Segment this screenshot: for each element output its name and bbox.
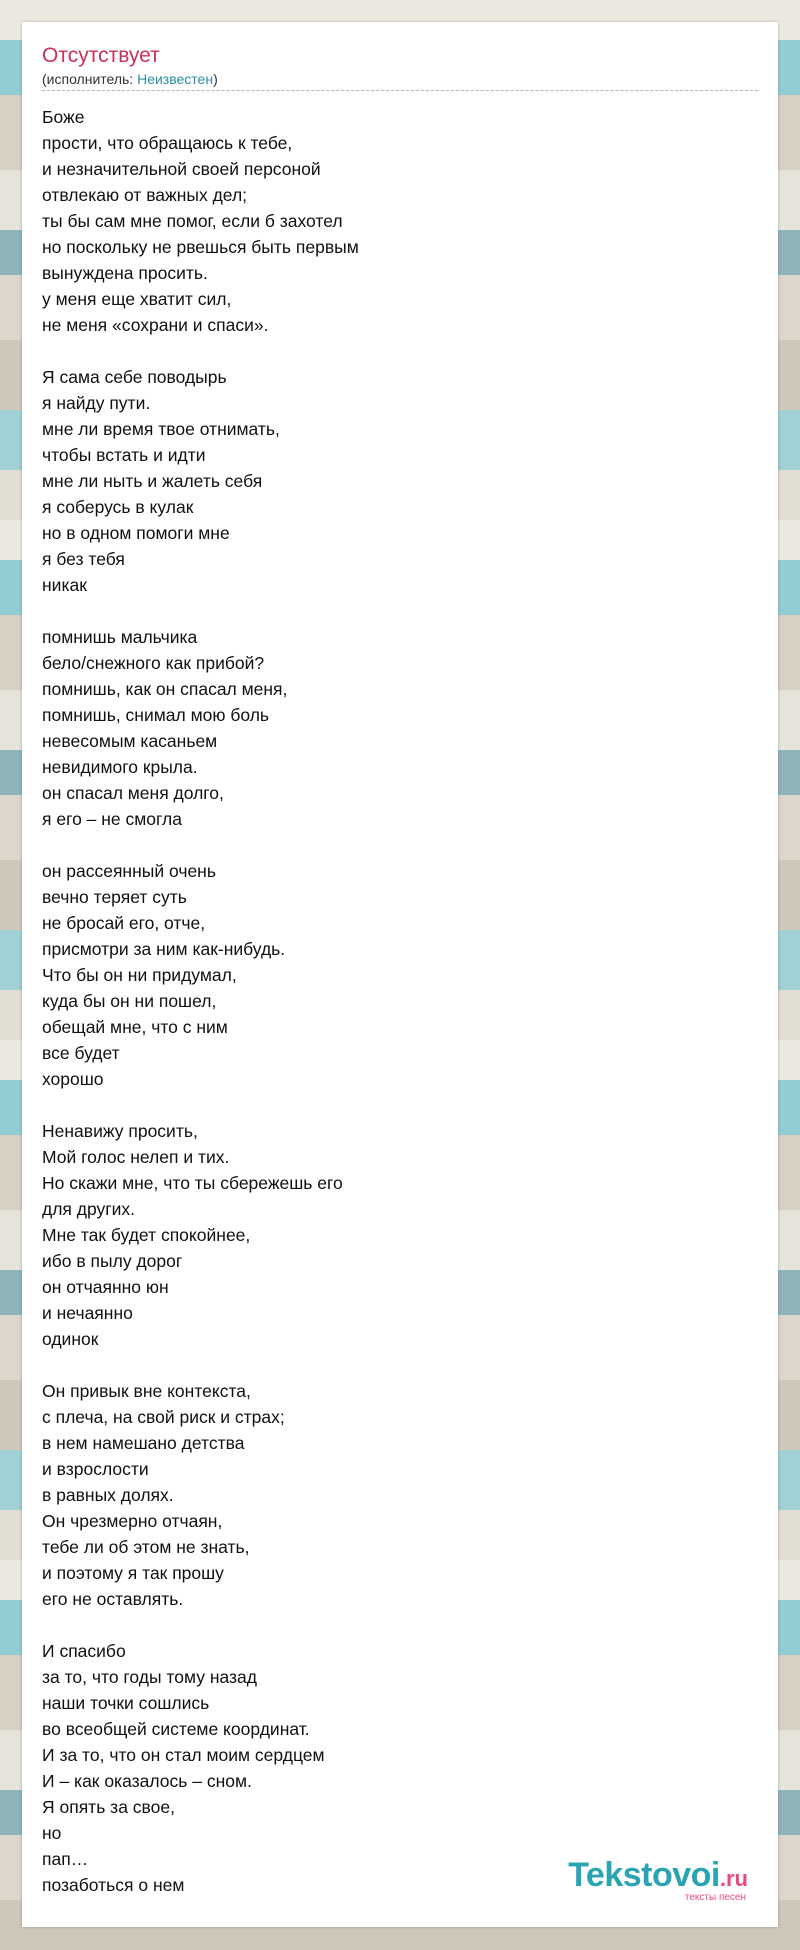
lyric-line: присмотри за ним как-нибудь. [42,939,286,959]
lyric-line: чтобы встать и идти [42,445,206,465]
lyric-line: и взрослости [42,1459,149,1479]
song-title: Отсутствует [42,44,160,67]
lyric-line: Я сама себе поводырь [42,367,227,387]
lyric-line: его не оставлять. [42,1589,184,1609]
lyric-line: невесомым касаньем [42,731,218,751]
song-header [42,42,758,91]
lyric-line: для других. [42,1199,136,1219]
lyric-line: невидимого крыла. [42,757,198,777]
lyric-line: никак [42,575,87,595]
lyric-line: не бросай его, отче, [42,913,206,933]
lyric-line: и нечаянно [42,1303,133,1323]
logo-wordmark: Tekstovoi [568,1856,720,1894]
lyric-line [42,338,742,364]
lyric-line: я соберусь в кулак [42,497,194,517]
lyric-line: Мне так будет спокойнее, [42,1225,251,1245]
lyric-line: тебе ли об этом не знать, [42,1537,250,1557]
lyric-line: у меня еще хватит сил, [42,289,232,309]
lyric-line: Я опять за свое, [42,1797,175,1817]
lyric-line: наши точки сошлись [42,1693,210,1713]
lyric-line: куда бы он ни пошел, [42,991,217,1011]
lyric-line: Мой голос нелеп и тих. [42,1147,230,1167]
lyric-line [42,598,742,624]
lyric-line: Что бы он ни придумал, [42,965,237,985]
lyrics-page [22,22,778,1927]
lyric-line [42,1092,742,1118]
lyric-line: и незначительной своей персоной [42,159,321,179]
site-logo[interactable] [568,1858,748,1903]
lyric-line: обещай мне, что с ним [42,1017,228,1037]
lyric-line: но в одном помоги мне [42,523,230,543]
lyric-line: вынуждена просить. [42,263,208,283]
lyric-line: Но скажи мне, что ты сбережешь его [42,1173,343,1193]
lyric-line: все будет [42,1043,120,1063]
artist-line [42,70,758,88]
lyric-line: мне ли время твое отнимать, [42,419,280,439]
lyric-line: позаботься о нем [42,1875,185,1895]
logo-domain: .ru [719,1866,748,1891]
lyric-line: он рассеянный очень [42,861,216,881]
lyrics-text [42,104,742,1898]
lyric-line: мне ли ныть и жалеть себя [42,471,263,491]
lyric-line [42,1352,742,1378]
lyric-line: хорошо [42,1069,104,1089]
lyric-line: с плеча, на свой риск и страх; [42,1407,285,1427]
lyric-line: но [42,1823,62,1843]
lyric-line: пап… [42,1849,89,1869]
lyric-line: за то, что годы тому назад [42,1667,257,1687]
lyric-line: ибо в пылу дорог [42,1251,183,1271]
lyric-line: не меня «сохрани и спаси». [42,315,269,335]
lyric-line: но поскольку не рвешься быть первым [42,237,359,257]
lyric-line [42,1612,742,1638]
lyric-line: я без тебя [42,549,125,569]
lyric-line: ты бы сам мне помог, если б захотел [42,211,343,231]
lyric-line: он спасал меня долго, [42,783,224,803]
lyric-line: прости, что обращаюсь к тебе, [42,133,293,153]
lyric-line: во всеобщей системе координат. [42,1719,310,1739]
lyric-line: И – как оказалось – сном. [42,1771,252,1791]
lyric-line: отвлекаю от важных дел; [42,185,248,205]
artist-suffix: ) [213,71,218,87]
lyric-line: Боже [42,107,85,127]
lyric-line: И за то, что он стал моим сердцем [42,1745,325,1765]
logo-tagline: тексты песен [684,1892,746,1903]
lyric-line: помнишь, снимал мою боль [42,705,270,725]
lyric-line: и поэтому я так прошу [42,1563,224,1583]
lyric-line: бело/снежного как прибой? [42,653,265,673]
lyric-line: помнишь мальчика [42,627,198,647]
lyric-line: И спасибо [42,1641,126,1661]
lyric-line [42,832,742,858]
lyric-line: Ненавижу просить, [42,1121,198,1141]
artist-link[interactable]: Неизвестен [137,71,214,87]
lyric-line: я найду пути. [42,393,151,413]
lyric-line: в равных долях. [42,1485,174,1505]
lyric-line: он отчаянно юн [42,1277,169,1297]
lyric-line: Он привык вне контекста, [42,1381,251,1401]
lyric-line: одинок [42,1329,99,1349]
lyric-line: Он чрезмерно отчаян, [42,1511,223,1531]
lyric-line: вечно теряет суть [42,887,187,907]
lyric-line: я его – не смогла [42,809,182,829]
lyric-line: в нем намешано детства [42,1433,245,1453]
lyric-line: помнишь, как он спасал меня, [42,679,288,699]
artist-prefix: (исполнитель: [42,71,138,87]
